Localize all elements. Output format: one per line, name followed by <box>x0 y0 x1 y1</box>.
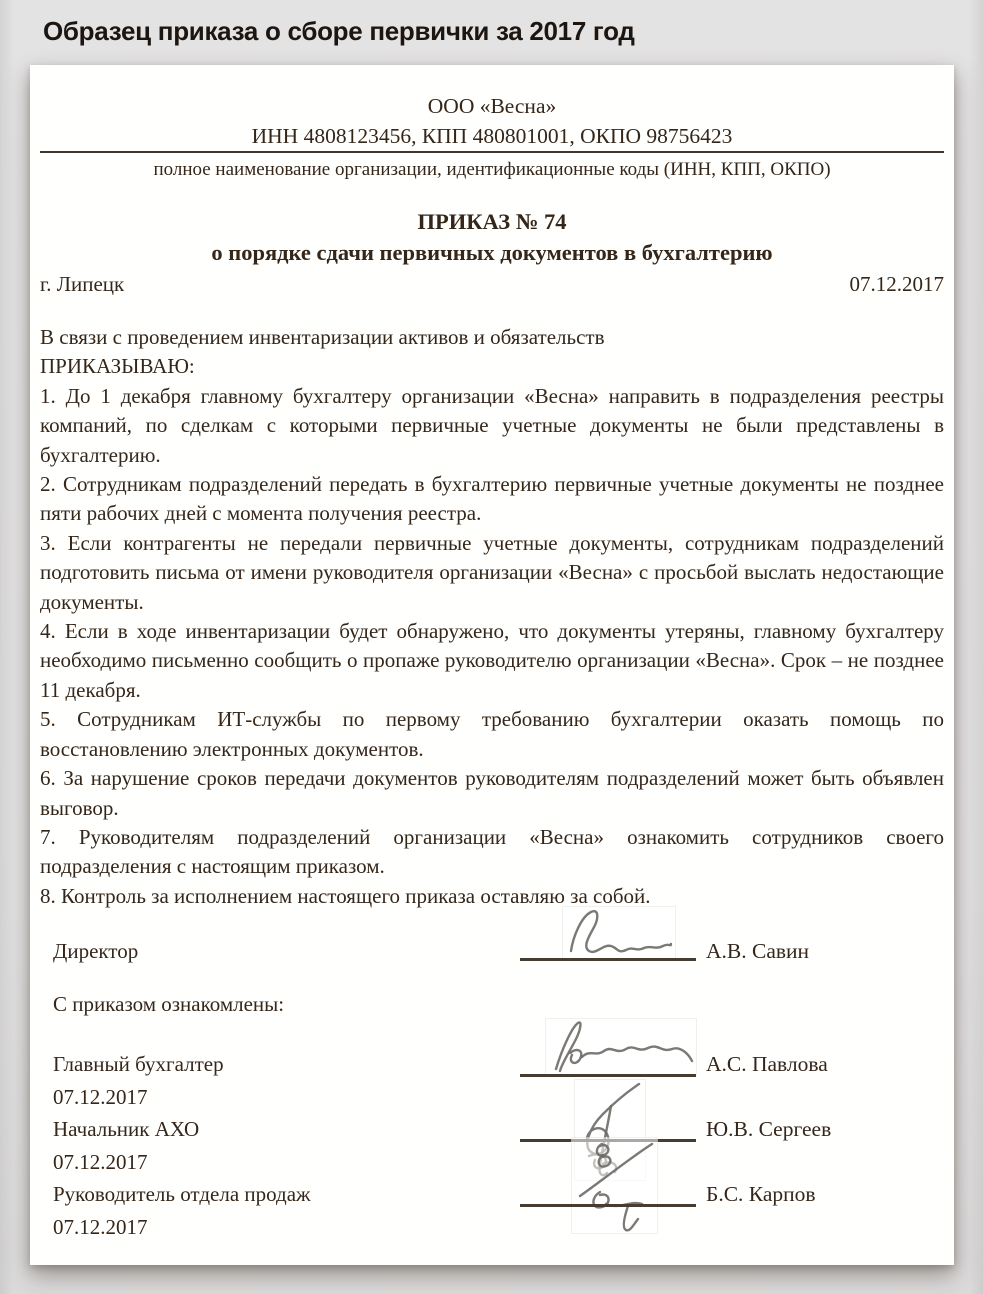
page-title: Образец приказа о сборе первички за 2017 год <box>43 16 635 46</box>
ack-title: Руководитель отдела продаж <box>53 1182 311 1207</box>
org-caption: полное наименование организации, идентификационные коды (ИНН, КПП, ОКПО) <box>153 159 831 180</box>
ack-name: Ю.В. Сергеев <box>706 1117 832 1142</box>
order-body <box>40 323 944 911</box>
ack-row-aho-head <box>40 1115 944 1180</box>
order-item-5: 5. Сотрудникам ИТ-службы по первому требованию бухгалтерии оказать помощь по восстановлению электронных документов. <box>40 707 944 761</box>
director-signature-line <box>520 958 696 961</box>
org-underline-rule <box>40 151 944 153</box>
ack-title: Главный бухгалтер <box>53 1052 224 1077</box>
order-item-3: 3. Если контрагенты не передали первичные учетные документы, сотрудникам подразделений подготовить письма от имени руководителя организации «Весна» с просьбой выслать недостающие документы. <box>40 530 944 614</box>
director-signature-row <box>40 937 944 979</box>
ack-name: А.С. Павлова <box>706 1052 828 1077</box>
order-item-8: 8. Контроль за исполнением настоящего приказа оставляю за собой. <box>40 883 651 908</box>
director-signature-image <box>562 906 676 960</box>
ack-signature-image <box>571 1137 658 1234</box>
order-date: 07.12.2017 <box>849 272 944 296</box>
ack-rows <box>40 1050 944 1245</box>
order-item-7: 7. Руководителям подразделений организации «Весна» ознакомить сотрудников своего подразделения с настоящим приказом. <box>40 824 944 879</box>
ack-signature-image <box>545 1018 697 1076</box>
ack-row-chief-accountant <box>40 1050 944 1115</box>
ack-row-sales-head <box>40 1180 944 1245</box>
ack-date: 07.12.2017 <box>53 1085 148 1110</box>
ack-date: 07.12.2017 <box>53 1150 148 1175</box>
order-city: г. Липецк <box>40 272 125 296</box>
ack-signature-line <box>520 1074 696 1077</box>
order-preamble: В связи с проведением инвентаризации активов и обязательств <box>40 325 605 349</box>
org-codes: ИНН 4808123456, КПП 480801001, ОКПО 98756423 <box>251 124 733 148</box>
ack-title: Начальник АХО <box>53 1117 200 1142</box>
org-name: ООО «Весна» <box>427 94 557 118</box>
order-subtitle: о порядке сдачи первичных документов в бухгалтерию <box>211 240 773 265</box>
order-item-2: 2. Сотрудникам подразделений передать в бухгалтерию первичные учетные документы не позднее пяти рабочих дней с момента получения реестра. <box>40 472 944 526</box>
order-item-6: 6. За нарушение сроков передачи документов руководителям подразделений может быть объявлен выговор. <box>40 766 944 820</box>
ack-signature-line <box>520 1204 696 1207</box>
ack-name: Б.С. Карпов <box>706 1182 816 1207</box>
order-item-1: 1. До 1 декабря главному бухгалтеру организации «Весна» направить в подразделения реестры компаний, по сделкам с которыми первичные учетные документы не были представлены в бухгалтерию. <box>40 383 944 467</box>
order-item-4: 4. Если в ходе инвентаризации будет обнаружено, что документы утеряны, главному бухгалтеру необходимо письменно сообщить о пропаже руководителю организации «Весна». Срок – не позднее 11 декабря. <box>40 619 944 702</box>
signature-section <box>40 937 944 1245</box>
ack-date: 07.12.2017 <box>53 1215 148 1240</box>
order-document <box>30 65 954 1265</box>
ack-heading: С приказом ознакомлены: <box>53 992 285 1017</box>
director-title: Директор <box>53 939 139 964</box>
order-meta-row <box>40 270 944 299</box>
director-name: А.В. Савин <box>706 939 810 964</box>
order-title: ПРИКАЗ № 74 <box>417 209 567 234</box>
order-resolution: ПРИКАЗЫВАЮ: <box>40 354 195 379</box>
